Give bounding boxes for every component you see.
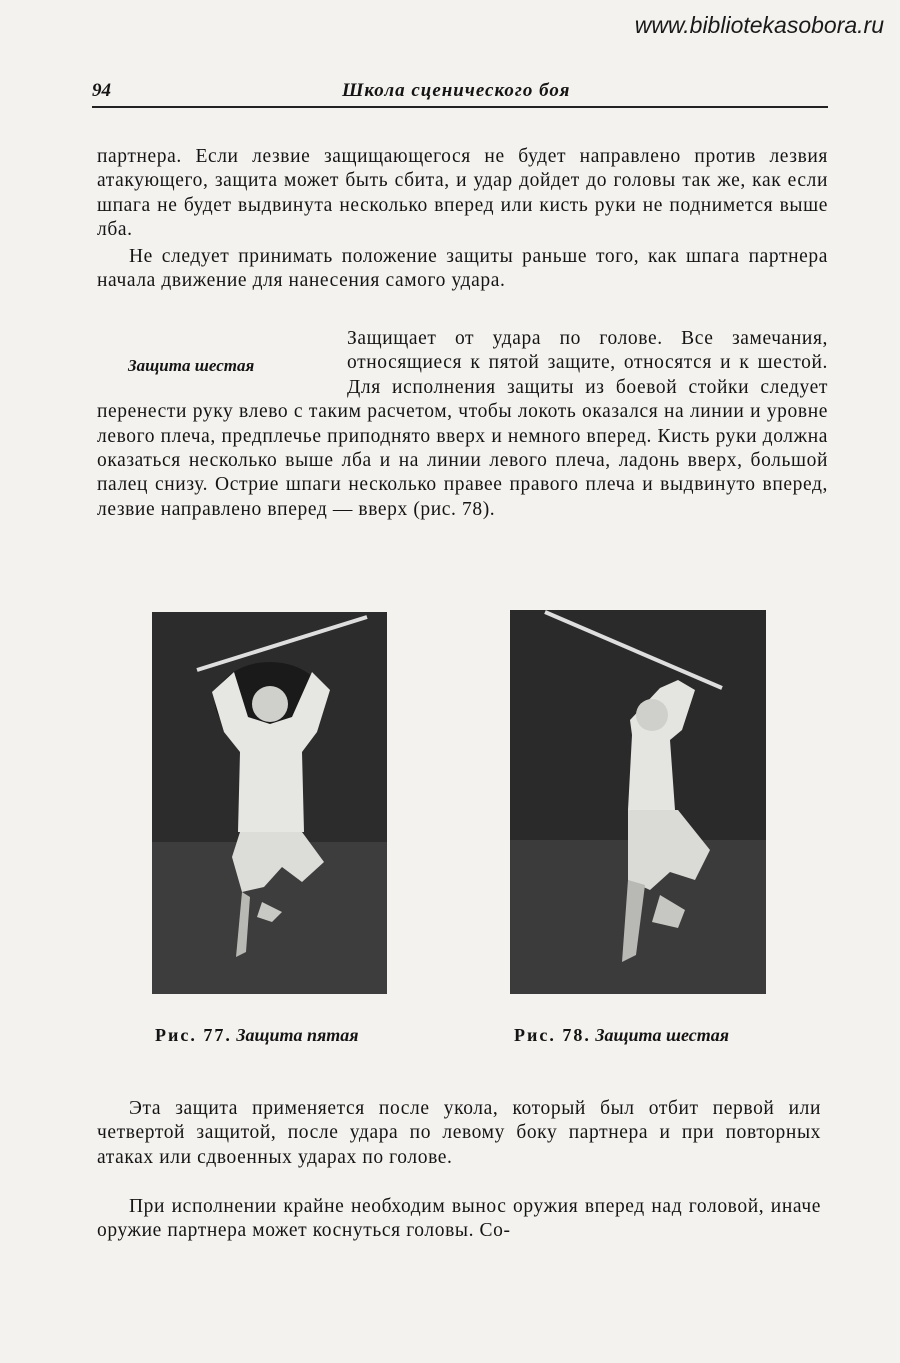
paragraph-4: Эта защита применяется после укола, который был отбит первой или четвертой защитой, после удара по левому боку партнера и при повторных атаках или сдвоенных ударах по голове. xyxy=(97,1098,821,1168)
page-number: 94 xyxy=(92,80,111,101)
paragraph-5: При исполнении крайне необходим вынос оружия вперед над головой, иначе оружие партнера может коснуться головы. Со- xyxy=(97,1196,821,1242)
paragraph-1: партнера. Если лезвие защищающегося не будет направлено против лезвия атакующего, защита может быть сбита, и удар дойдет до головы так же, как если шпага не будет выдвинута несколько вперед или кисть руки не поднимется выше лба. xyxy=(97,146,828,241)
figure-77-photo xyxy=(152,612,387,994)
figure-78-caption xyxy=(514,1025,729,1046)
figure-78-label: Рис. 78. xyxy=(514,1025,591,1045)
fencer-sixth-guard-image xyxy=(510,610,766,994)
paragraph-3-block xyxy=(97,327,828,522)
running-title: Школа сценического боя xyxy=(342,80,571,101)
figure-78-title: Защита шестая xyxy=(595,1025,730,1045)
running-head xyxy=(92,80,828,110)
paragraph-3: Защищает от удара по голове. Все замечания, относящиеся к пятой защите, относятся и к шестой. Для исполнения защиты из боевой стойки следует перенести руку влево с таким расчетом, чтобы локоть оказался на линии и уровне левого плеча, предплечье приподнято вверх и немного вперед. Кисть руки должна оказаться несколько выше лба и на линии левого плеча, ладонь вверх, большой палец снизу. Острие шпаги несколько правее правого плеча и выдвинуто вперед, лезвие направлено вперед — вверх (рис. 78). xyxy=(97,328,828,520)
watermark: www.bibliotekasobora.ru xyxy=(634,12,884,38)
figure-77-caption xyxy=(155,1025,359,1046)
figure-78-photo xyxy=(510,610,766,994)
figure-77-title: Защита пятая xyxy=(236,1025,359,1045)
fencer-fifth-guard-image xyxy=(152,612,387,994)
paragraph-2: Не следует принимать положение защиты раньше того, как шпага партнера начала движение для нанесения самого удара. xyxy=(97,246,828,292)
header-rule xyxy=(92,106,828,108)
section-heading: Защита шестая xyxy=(128,356,255,375)
figure-77-label: Рис. 77. xyxy=(155,1025,232,1045)
